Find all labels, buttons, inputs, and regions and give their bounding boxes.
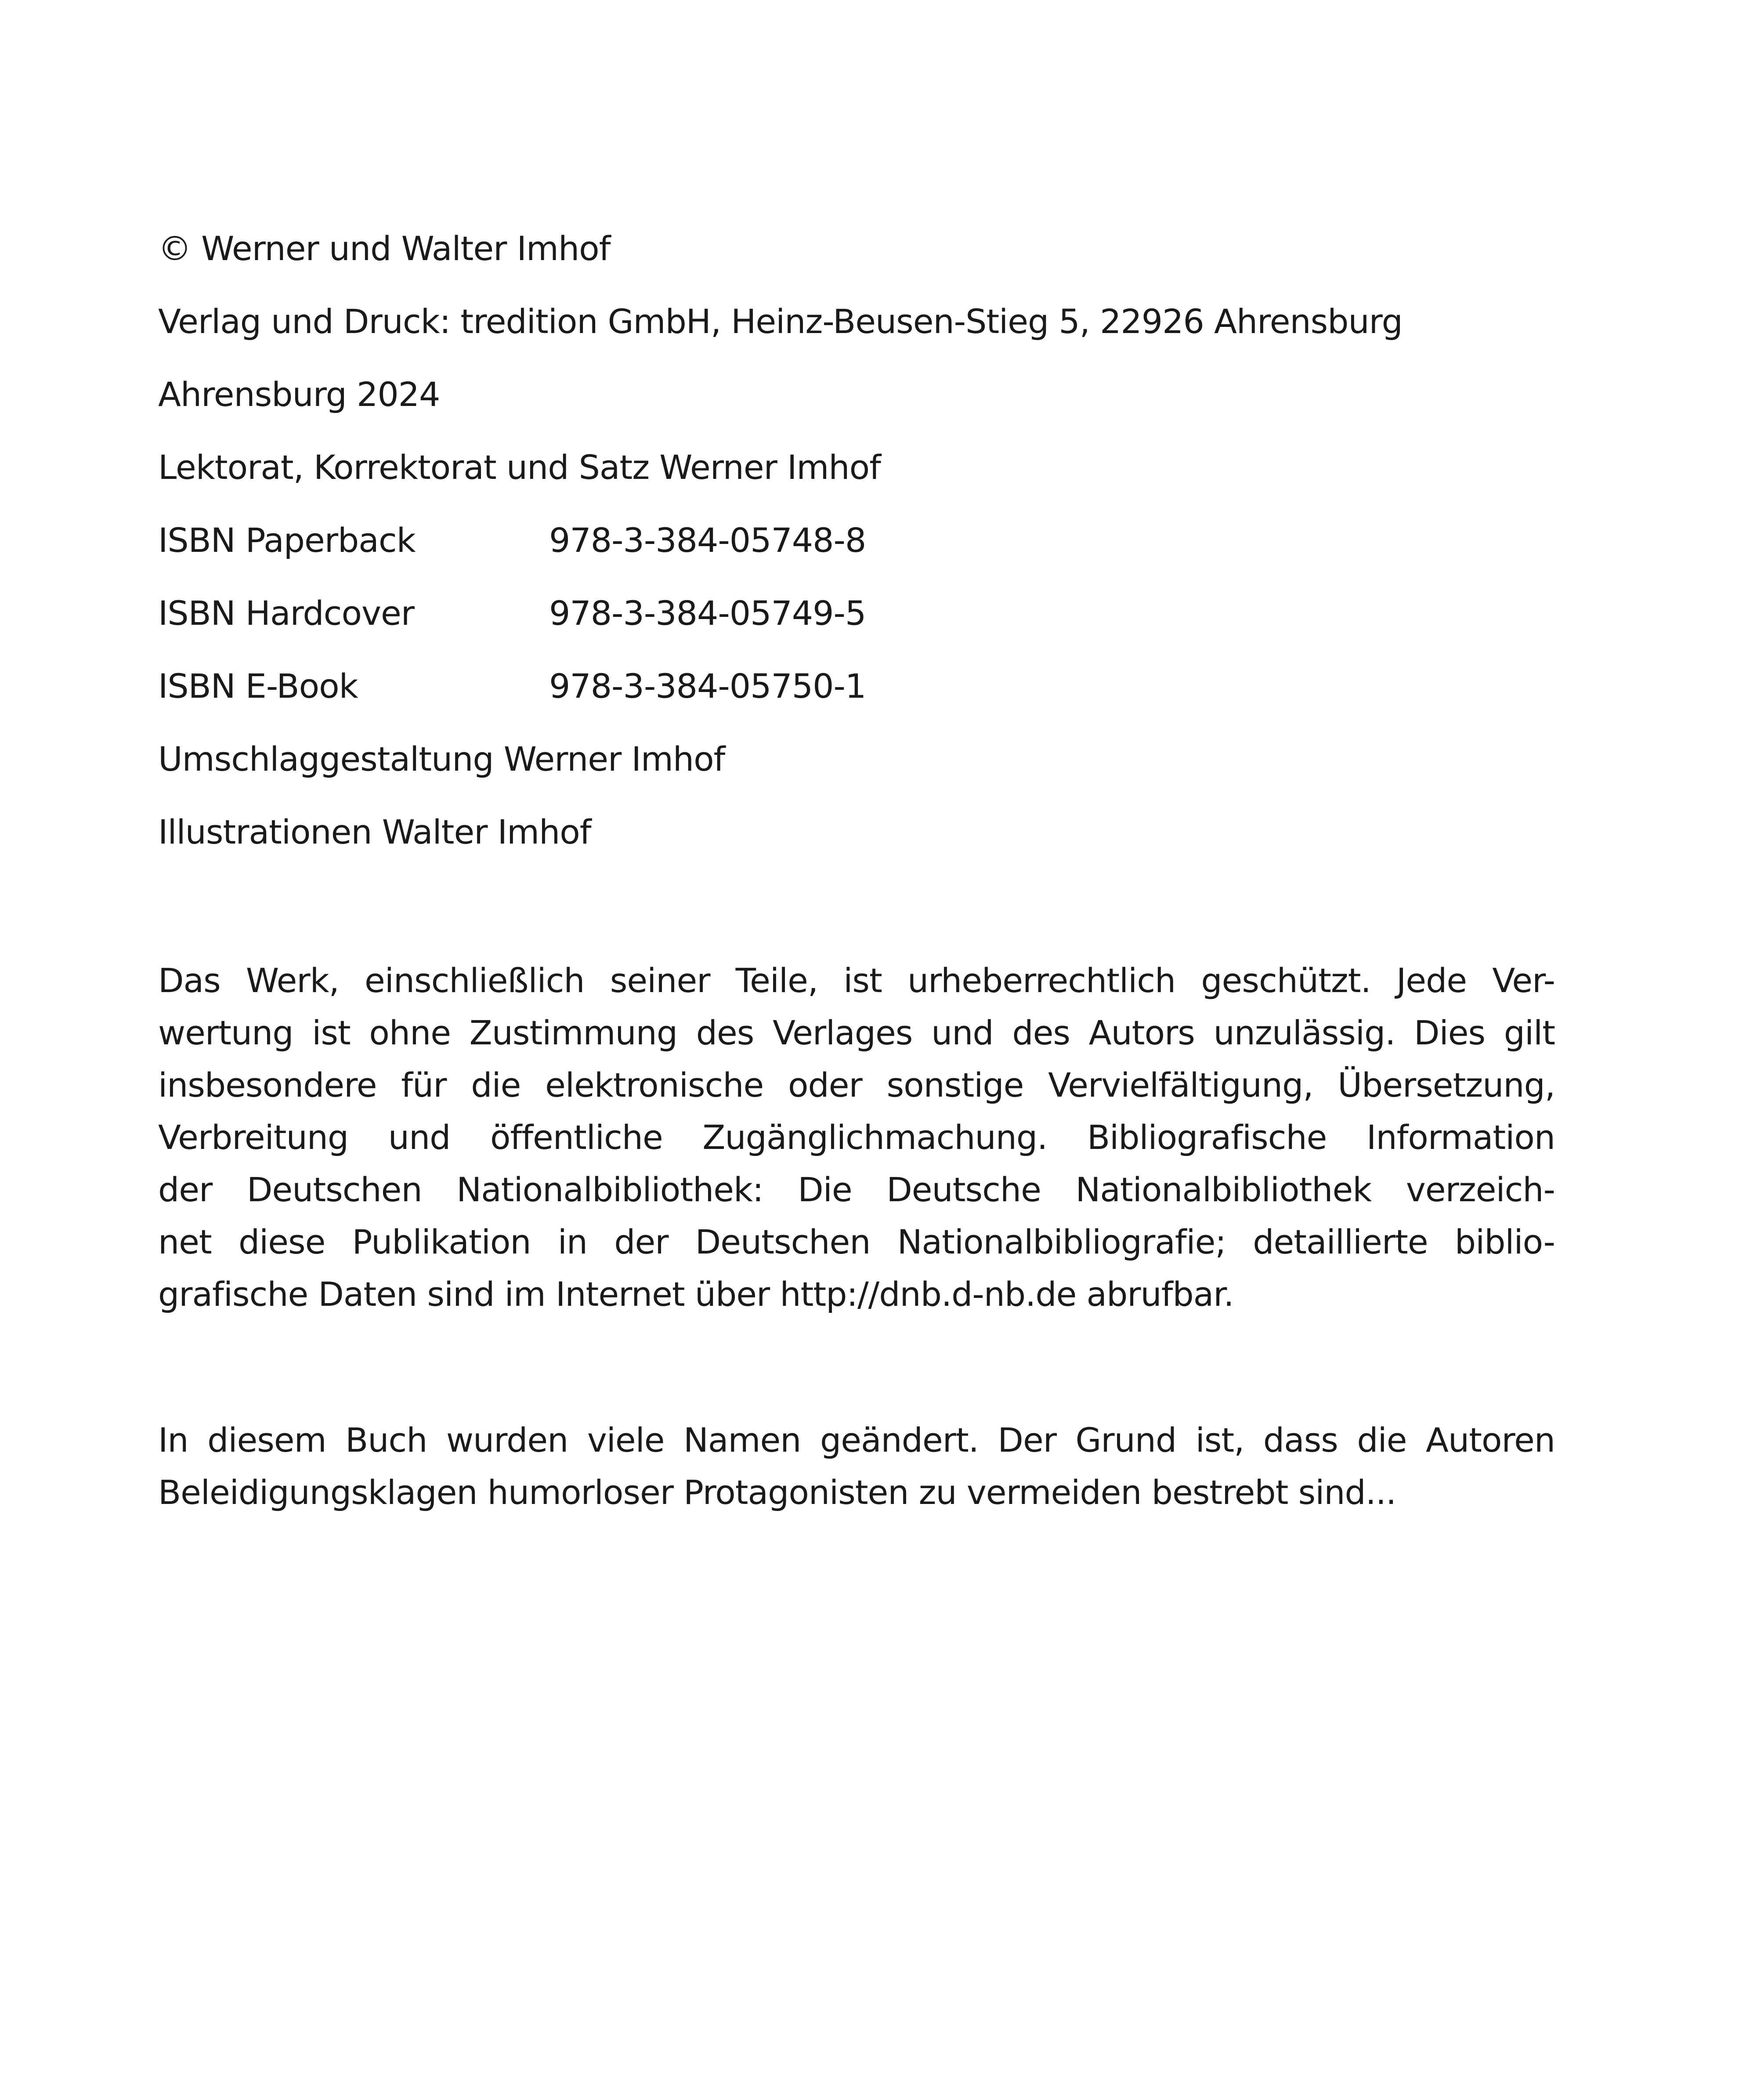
editing-line: Lektorat, Korrektorat und Satz Werner Imhof xyxy=(158,448,881,487)
illustrations-line: Illustrationen Walter Imhof xyxy=(158,812,591,851)
isbn-ebook-row xyxy=(158,667,866,706)
legal-notice-line: der Deutschen Nationalbibliothek: Die Deutsche Nationalbibliothek verzeich- xyxy=(158,1170,1555,1209)
legal-notice-line: Das Werk, einschließlich seiner Teile, ist urheberrechtlich geschützt. Jede Ver- xyxy=(158,961,1555,1000)
names-notice-paragraph xyxy=(158,1414,1555,1518)
legal-notice-paragraph xyxy=(158,954,1555,1320)
place-year-line: Ahrensburg 2024 xyxy=(158,375,440,414)
names-notice-line: Beleidigungsklagen humorloser Protagonisten zu vermeiden bestrebt sind... xyxy=(158,1473,1396,1512)
isbn-value: 978-3-384-05749-5 xyxy=(549,594,866,633)
isbn-hardcover-row xyxy=(158,594,866,633)
names-notice-line: In diesem Buch wurden viele Namen geändert. Der Grund ist, dass die Autoren xyxy=(158,1420,1555,1460)
publisher-line: Verlag und Druck: tredition GmbH, Heinz-Beusen-Stieg 5, 22926 Ahrensburg xyxy=(158,302,1403,341)
isbn-label: ISBN E-Book xyxy=(158,667,358,706)
isbn-label: ISBN Paperback xyxy=(158,521,416,560)
isbn-value: 978-3-384-05750-1 xyxy=(549,667,866,706)
legal-notice-line: Verbreitung und öffentliche Zugänglichmachung. Bibliografische Information xyxy=(158,1118,1555,1157)
legal-notice-line: net diese Publikation in der Deutschen Nationalbibliografie; detaillierte biblio- xyxy=(158,1222,1555,1261)
legal-notice-line: insbesondere für die elektronische oder sonstige Vervielfältigung, Übersetzung, xyxy=(158,1065,1555,1105)
legal-notice-line: wertung ist ohne Zustimmung des Verlages und des Autors unzulässig. Dies gilt xyxy=(158,1013,1555,1052)
isbn-paperback-row xyxy=(158,521,866,560)
copyright-line: © Werner und Walter Imhof xyxy=(158,229,611,268)
cover-design-line: Umschlaggestaltung Werner Imhof xyxy=(158,739,725,779)
isbn-label: ISBN Hardcover xyxy=(158,594,414,633)
isbn-value: 978-3-384-05748-8 xyxy=(549,521,866,560)
legal-notice-line: grafische Daten sind im Internet über http://dnb.d-nb.de abrufbar. xyxy=(158,1275,1234,1314)
